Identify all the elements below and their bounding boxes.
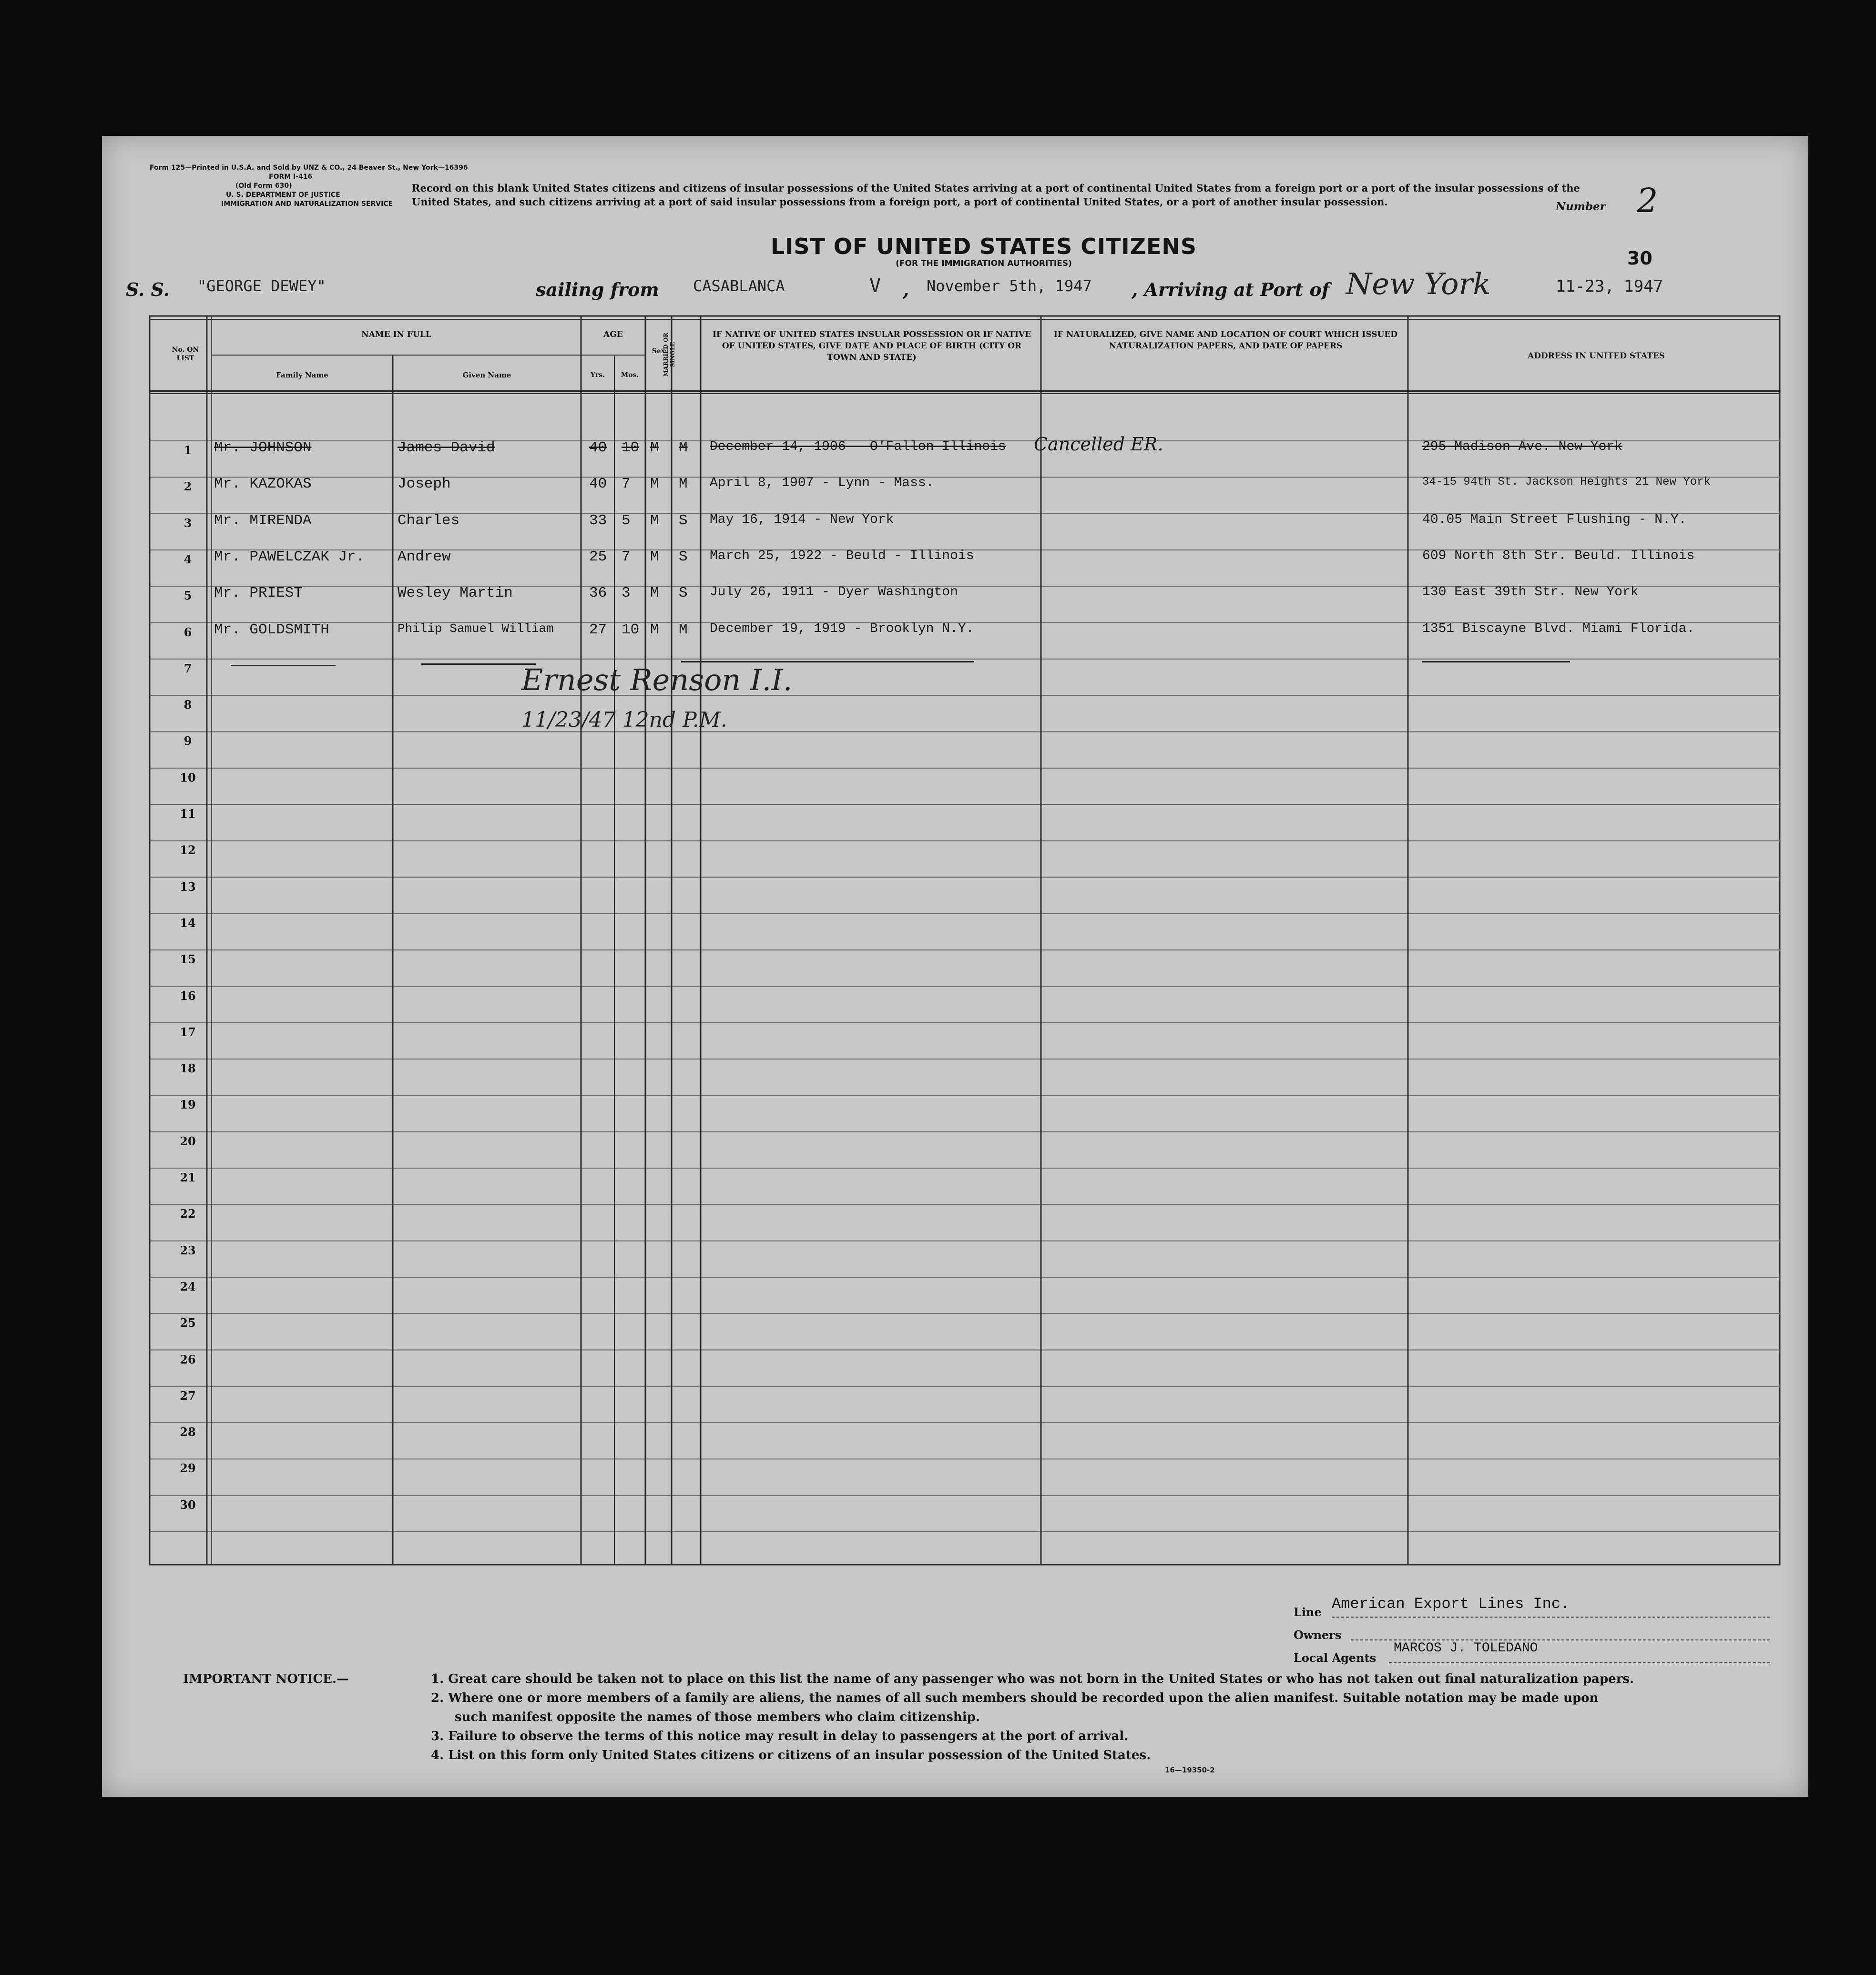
age-months-cell: 7: [622, 476, 631, 493]
age-years-cell: 36: [589, 585, 607, 602]
sailing-date: November 5th, 1947: [927, 277, 1092, 295]
row-number: 30: [180, 1497, 196, 1512]
form-number: FORM I-416: [269, 173, 313, 181]
address-cell: 1351 Biscayne Blvd. Miami Florida.: [1422, 621, 1695, 636]
notice-item-1: 1. Great care should be taken not to place on this list the name of any passenger who was not born in the United States or who has not taken out final naturalization papers.: [431, 1672, 1634, 1686]
row-number: 25: [180, 1316, 196, 1330]
age-years-cell: 40: [589, 439, 607, 456]
column-header-birth: IF NATIVE OF UNITED STATES INSULAR POSSESSION OR IF NATIVE OF UNITED STATES, GIVE DATE AND PLACE OF BIRTH (CITY OR TOWN AND STATE): [712, 330, 1031, 362]
number-label: Number: [1556, 200, 1606, 213]
line-value: American Export Lines Inc.: [1332, 1595, 1570, 1613]
notice-item-2-continued: such manifest opposite the names of those members who claim citizenship.: [455, 1710, 980, 1724]
naturalization-cell: Cancelled ER.: [1034, 434, 1163, 455]
row-number: 22: [180, 1207, 196, 1221]
birth-date-place-cell: March 25, 1922 - Beuld - Illinois: [710, 548, 974, 563]
row-number: 28: [180, 1425, 196, 1439]
birth-date-place-cell: April 8, 1907 - Lynn - Mass.: [710, 476, 934, 491]
family-name-cell: Mr. MIRENDA: [214, 512, 312, 529]
ss-label: S. S.: [126, 279, 170, 300]
row-number: 26: [180, 1352, 196, 1366]
address-cell: 34-15 94th St. Jackson Heights 21 New York: [1422, 476, 1711, 489]
row-number: 1: [184, 443, 192, 457]
page-title: LIST OF UNITED STATES CITIZENS: [770, 234, 1197, 259]
address-cell: 130 East 39th Str. New York: [1422, 585, 1639, 600]
column-header-no: No. ON LIST: [172, 346, 199, 362]
sex-cell: M: [650, 439, 659, 456]
birth-date-place-cell: July 26, 1911 - Dyer Washington: [710, 585, 958, 600]
row-number: 11: [180, 807, 196, 821]
column-header-mos: Mos.: [621, 371, 639, 379]
birth-date-place-cell: December 19, 1919 - Brooklyn N.Y.: [710, 621, 974, 636]
birth-date-place-cell: May 16, 1914 - New York: [710, 512, 894, 527]
row-number: 27: [180, 1388, 196, 1403]
given-name-cell: Wesley Martin: [398, 585, 513, 602]
row-number: 8: [184, 698, 192, 712]
age-years-cell: 33: [589, 512, 607, 529]
service-name: IMMIGRATION AND NATURALIZATION SERVICE: [221, 200, 393, 208]
sex-cell: M: [650, 621, 659, 638]
check-mark: V: [869, 275, 881, 297]
sailing-label: sailing from: [536, 279, 659, 300]
row-number: 29: [180, 1461, 196, 1476]
line-label: Line: [1294, 1605, 1322, 1619]
row-number: 20: [180, 1134, 196, 1148]
inspection-datetime: 11/23/47 12nd P.M.: [521, 708, 727, 732]
family-name-cell: Mr. KAZOKAS: [214, 476, 312, 493]
column-header-family-name: Family Name: [276, 371, 328, 379]
agents-label: Local Agents: [1294, 1651, 1376, 1665]
family-name-cell: Mr. GOLDSMITH: [214, 621, 329, 638]
row-number: 14: [180, 916, 196, 930]
column-header-given-name: Given Name: [462, 371, 511, 379]
age-years-cell: 25: [589, 548, 607, 565]
sex-cell: M: [650, 512, 659, 529]
row-number: 6: [184, 625, 192, 639]
row-number: 5: [184, 589, 192, 603]
age-months-cell: 10: [622, 621, 640, 638]
closing-dash: [421, 663, 536, 665]
closing-dash: [231, 665, 336, 666]
owners-label: Owners: [1294, 1628, 1342, 1642]
column-header-married: MARRIED OR SINGLE: [663, 332, 676, 377]
row-number: 2: [184, 479, 192, 494]
column-header-age: AGE: [603, 330, 623, 339]
form-code: 16—19350-2: [1165, 1766, 1215, 1774]
family-name-cell: Mr. JOHNSON: [214, 439, 312, 456]
closing-dash: [1422, 661, 1570, 662]
sex-cell: M: [650, 548, 659, 565]
age-years-cell: 40: [589, 476, 607, 493]
column-header-name-in-full: NAME IN FULL: [361, 330, 431, 339]
age-months-cell: 3: [622, 585, 631, 602]
sailing-from: CASABLANCA: [693, 277, 785, 295]
row-number: 9: [184, 734, 192, 748]
form-print-line: Form 125—Printed in U.S.A. and Sold by UNZ & CO., 24 Beaver St., New York—16396: [150, 164, 468, 172]
arriving-label: , Arriving at Port of: [1132, 279, 1330, 300]
row-number: 17: [180, 1025, 196, 1039]
column-header-address: ADDRESS IN UNITED STATES: [1528, 351, 1665, 361]
row-number: 13: [180, 879, 196, 894]
row-number: 23: [180, 1243, 196, 1257]
row-number: 18: [180, 1061, 196, 1076]
ship-name: "GEORGE DEWEY": [197, 277, 326, 295]
port-name: New York: [1346, 266, 1491, 301]
voyage-line: S. S. "GEORGE DEWEY" sailing from CASABLANCA V , November 5th, 1947 , Arriving at Port of New York 11-23, 1947: [126, 266, 1663, 301]
birth-date-place-cell: December 14, 1906 - O'Fallon Illinois: [710, 439, 1006, 454]
given-name-cell: Charles: [398, 512, 460, 529]
age-years-cell: 27: [589, 621, 607, 638]
given-name-cell: Andrew: [398, 548, 451, 565]
row-number: 21: [180, 1171, 196, 1184]
notice-lead: IMPORTANT NOTICE.—: [183, 1672, 349, 1686]
sex-cell: M: [650, 476, 659, 493]
column-header-yrs: Yrs.: [590, 371, 605, 379]
row-number: 16: [180, 988, 196, 1003]
record-instructions: Record on this blank United States citizens and citizens of insular possessions of the United States arriving at a port of continental United States from a foreign port or a port of the insular possessions of the United States, and such citizens arriving at a port of said insular possessions from a foreign port, a port of continental United States, or a port of another insular possession.: [412, 182, 1580, 208]
old-form-number: (Old Form 630): [235, 182, 292, 190]
address-cell: 295 Madison Ave. New York: [1422, 439, 1623, 454]
row-number: 7: [184, 661, 192, 675]
column-header-sex: Sex: [652, 347, 665, 355]
notice-item-3: 3. Failure to observe the terms of this notice may result in delay to passengers at the port of arrival.: [431, 1729, 1129, 1743]
address-cell: 609 North 8th Str. Beuld. Illinois: [1422, 548, 1695, 563]
age-months-cell: 7: [622, 548, 631, 565]
address-cell: 40.05 Main Street Flushing - N.Y.: [1422, 512, 1687, 527]
family-name-cell: Mr. PAWELCZAK Jr.: [214, 548, 365, 565]
notice-item-2: 2. Where one or more members of a family are aliens, the names of all such members should be recorded upon the alien manifest. Suitable notation may be made upon: [431, 1691, 1599, 1705]
list-number: 2: [1637, 181, 1658, 220]
row-number: 10: [180, 770, 196, 784]
sheet-number: 30: [1627, 248, 1652, 269]
row-number: 3: [184, 516, 192, 530]
agents-underline: [1389, 1661, 1770, 1663]
age-months-cell: 5: [622, 512, 631, 529]
given-name-cell: Philip Samuel William: [398, 621, 554, 636]
row-number: 4: [184, 552, 192, 566]
arrival-date: 11-23, 1947: [1556, 277, 1663, 296]
given-name-cell: James David: [398, 439, 495, 456]
inspector-signature: Ernest Renson I.I.: [521, 662, 793, 697]
family-name-cell: Mr. PRIEST: [214, 585, 303, 602]
given-name-cell: Joseph: [398, 476, 451, 493]
marital-status-cell: M: [679, 621, 688, 638]
page-subtitle: (FOR THE IMMIGRATION AUTHORITIES): [896, 259, 1072, 268]
row-number: 24: [180, 1279, 196, 1293]
column-header-naturalized: IF NATURALIZED, GIVE NAME AND LOCATION OF COURT WHICH ISSUED NATURALIZATION PAPERS, AND DATE OF PAPERS: [1053, 330, 1398, 351]
manifest-page: [102, 136, 1808, 1797]
notice-item-4: 4. List on this form only United States citizens or citizens of an insular possession of the United States.: [431, 1748, 1151, 1762]
row-number: 12: [180, 843, 196, 857]
department-name: U. S. DEPARTMENT OF JUSTICE: [226, 191, 340, 199]
marital-status-cell: M: [679, 439, 688, 456]
row-number: 19: [180, 1098, 196, 1112]
line-underline: [1332, 1616, 1770, 1618]
sex-cell: M: [650, 585, 659, 602]
marital-status-cell: S: [679, 548, 688, 565]
owners-underline: [1351, 1639, 1770, 1640]
marital-status-cell: M: [679, 476, 688, 493]
marital-status-cell: S: [679, 585, 688, 602]
age-months-cell: 10: [622, 439, 640, 456]
marital-status-cell: S: [679, 512, 688, 529]
row-number: 15: [180, 952, 196, 967]
agents-value: MARCOS J. TOLEDANO: [1394, 1641, 1538, 1656]
